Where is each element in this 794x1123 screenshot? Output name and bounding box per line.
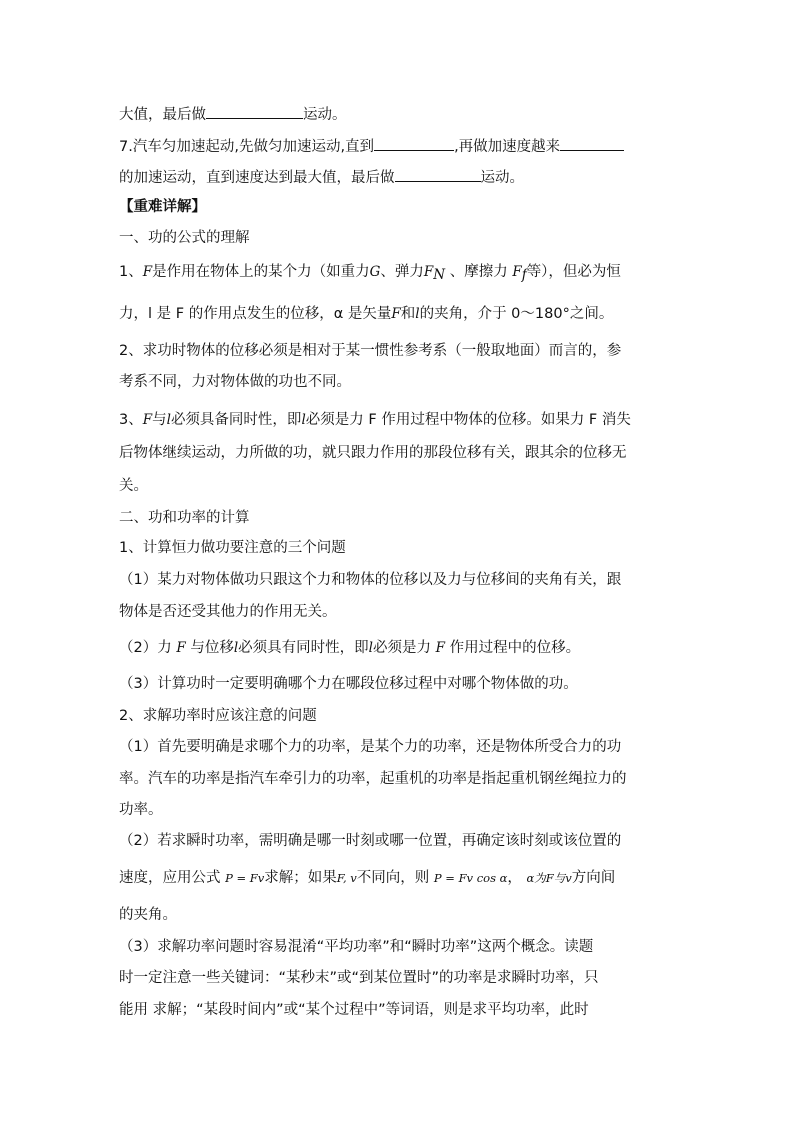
text-line [119, 476, 148, 496]
text-segment: 7.汽车匀加速起动,先做匀加速运动,直到 [119, 139, 375, 155]
math-symbol: l [301, 412, 306, 428]
math-symbol: F [142, 412, 153, 428]
text-segment: （3）求解功率问题时容易混淆“平均功率”和“瞬时功率”这两个概念。读题 [119, 939, 594, 955]
text-line [119, 602, 337, 622]
text-segment: 与 [152, 412, 167, 428]
text-segment: 方向间 [571, 870, 616, 886]
math-symbol: α为F与v [526, 871, 572, 885]
text-segment: 、摩擦力 [445, 264, 513, 280]
math-symbol: F, v [336, 871, 357, 885]
text-segment: 作用过程中的位移。 [444, 640, 581, 656]
math-symbol: F [512, 264, 522, 280]
text-line [119, 1000, 589, 1020]
text-segment: 必须具备同时性，即 [170, 412, 302, 428]
formula-power: P = Fv [225, 871, 265, 885]
text-segment: 考系不同，力对物体做的功也不同。 [119, 374, 351, 390]
formula-power-angle: P = Fv cos α [433, 871, 508, 885]
text-line [119, 737, 621, 757]
text-segment: ,再做加速度越来 [454, 139, 561, 155]
text-line [119, 262, 621, 282]
text-segment: 运动。 [480, 170, 524, 186]
text-segment: 1、 [119, 264, 143, 280]
math-symbol: l [233, 640, 239, 656]
text-segment: 必须具有同时性，即 [238, 640, 369, 656]
math-symbol: F [176, 640, 186, 656]
text-segment: 2、求解功率时应该注意的问题 [119, 708, 317, 724]
subsection-title [119, 706, 317, 726]
text-line [119, 638, 580, 658]
fill-blank[interactable] [560, 135, 624, 151]
text-line [119, 135, 624, 157]
text-segment: 后物体继续运动，力所做的功，就只跟力作用的那段位移有关，跟其余的位移无 [119, 445, 627, 461]
text-segment: 2、求功时物体的位移必须是相对于某一惯性参考系（一般取地面）而言的，参 [119, 343, 622, 359]
text-segment: 二、功和功率的计算 [119, 510, 250, 526]
math-symbol: F [423, 264, 434, 280]
math-symbol: l [368, 640, 373, 656]
math-symbol: F [142, 264, 153, 280]
text-line [119, 443, 627, 463]
text-line [119, 800, 163, 820]
text-segment: 大值，最后做 [119, 107, 206, 123]
math-symbol: G [369, 264, 381, 280]
text-segment: 速度，应用公式 [119, 870, 226, 886]
text-segment: （2）力 [119, 640, 177, 656]
text-line [119, 372, 351, 392]
text-segment: 与位移 [185, 640, 234, 656]
math-subscript: N [433, 267, 446, 283]
text-line [119, 937, 593, 957]
text-segment: 功率。 [119, 802, 163, 818]
text-segment: 率。汽车的功率是指汽车牵引力的功率，起重机的功率是指起重机钢丝绳拉力的 [119, 771, 627, 787]
text-line [119, 769, 627, 789]
heading-text: 【重难详解】 [119, 199, 206, 215]
fill-blank[interactable] [395, 166, 481, 182]
text-segment: 求解；如果 [264, 870, 337, 886]
text-segment: 时一定注意一些关键词：“某秒末”或“到某位置时”的功率是求瞬时功率，只 [119, 970, 599, 986]
text-segment: 必须是力 F 作用过程中物体的位移。如果力 F 消失 [305, 412, 631, 428]
text-line [119, 831, 621, 851]
text-line [119, 905, 177, 925]
text-segment: （3）计算功时一定要明确哪个力在哪段位移过程中对哪个物体做的功。 [119, 676, 578, 692]
text-segment: 等），但必为恒 [526, 264, 621, 280]
text-line [119, 674, 578, 694]
text-line [119, 968, 599, 988]
text-segment: 、弹力 [380, 264, 424, 280]
text-segment: 不同向，则 [356, 870, 434, 886]
text-line [119, 570, 621, 590]
text-segment: 和 [400, 306, 416, 322]
text-segment: 的夹角，介于 0～180°之间。 [419, 306, 614, 322]
text-segment: 的加速运动，直到速度达到最大值，最后做 [119, 170, 395, 186]
math-symbol: l [166, 412, 171, 428]
text-line [119, 304, 613, 324]
text-line [119, 166, 524, 188]
text-segment: 1、计算恒力做功要注意的三个问题 [119, 540, 346, 556]
text-line [119, 103, 347, 125]
fill-blank[interactable] [374, 135, 454, 151]
text-segment: （2）若求瞬时功率，需明确是哪一时刻或哪一位置，再确定该时刻或该位置的 [119, 833, 622, 849]
text-segment: （1）首先要明确是求哪个力的功率，是某个力的功率，还是物体所受合力的功 [119, 739, 622, 755]
text-line [119, 410, 631, 430]
fill-blank[interactable] [206, 103, 303, 119]
text-segment: 的夹角。 [119, 907, 177, 923]
section-heading [119, 197, 206, 217]
text-line [119, 868, 615, 888]
text-segment: （1）某力对物体做功只跟这个力和物体的位移以及力与位移间的夹角有关，跟 [119, 572, 622, 588]
text-segment: 3、 [119, 412, 143, 428]
section-title [119, 508, 250, 528]
text-segment: ， [507, 870, 527, 886]
text-segment: 一、功的公式的理解 [119, 230, 250, 246]
text-segment: 力，l 是 F 的作用点发生的位移，α 是矢量 [119, 306, 392, 322]
text-segment: 能用 求解；“某段时间内”或“某个过程中”等词语，则是求平均功率，此时 [119, 1002, 589, 1018]
text-line [119, 341, 621, 361]
math-symbol: F [435, 640, 445, 656]
text-segment: 必须是力 [372, 640, 436, 656]
math-subscript: f [521, 267, 527, 283]
text-segment: 运动。 [303, 107, 347, 123]
math-symbol: F [391, 306, 401, 322]
math-symbol: l [415, 306, 420, 322]
text-segment: 是作用在物体上的某个力（如重力 [152, 264, 370, 280]
text-segment: 物体是否还受其他力的作用无关。 [119, 604, 337, 620]
section-title [119, 228, 250, 248]
subsection-title [119, 538, 346, 558]
text-segment: 关。 [119, 478, 148, 494]
